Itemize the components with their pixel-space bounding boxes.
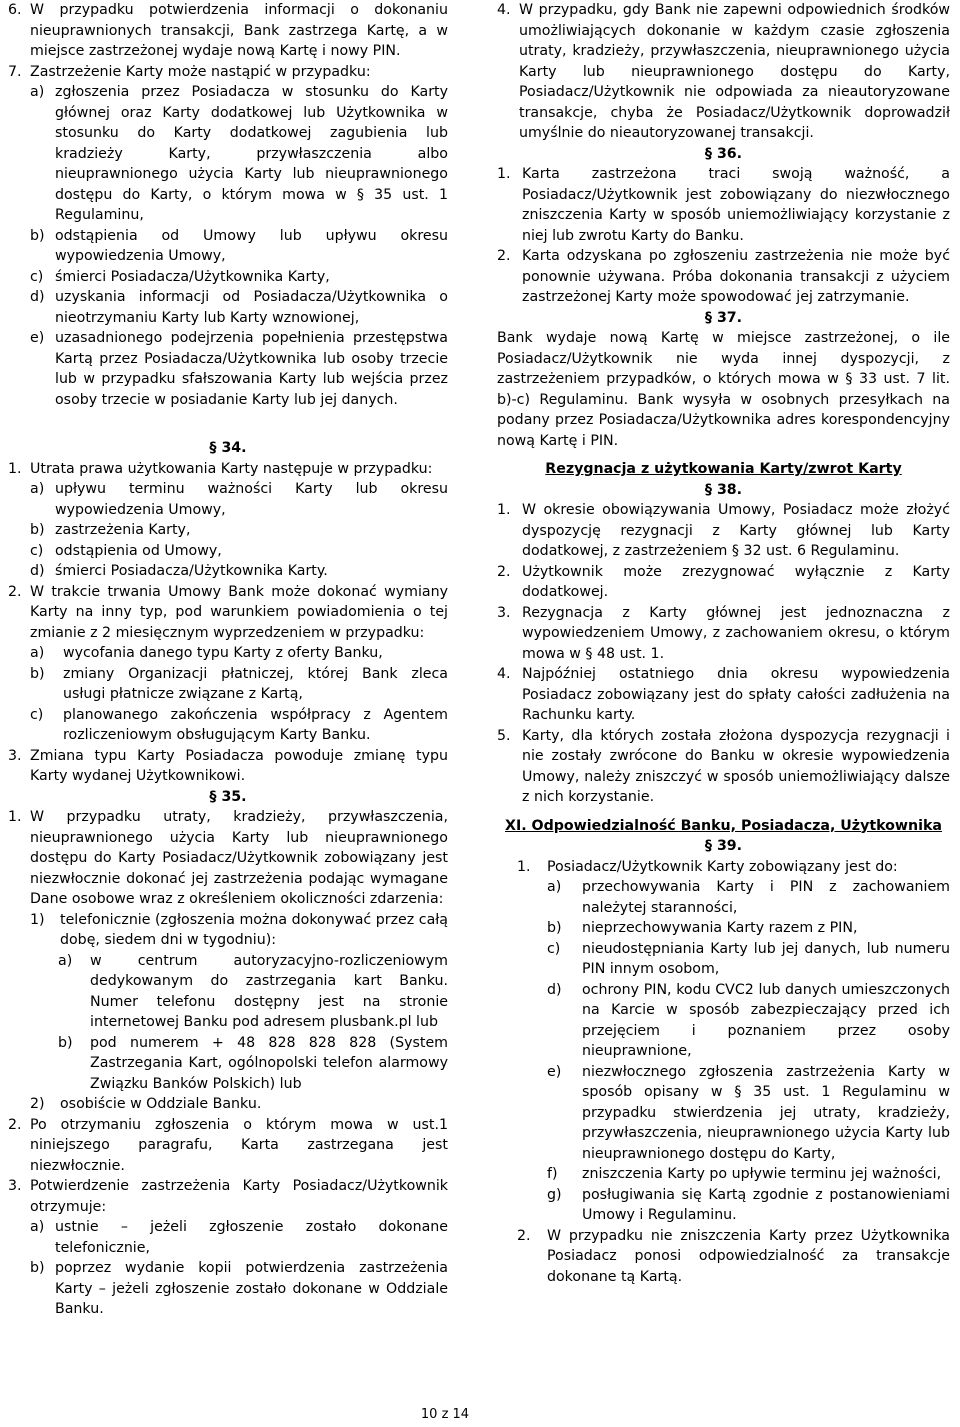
list-item-number: a)	[30, 84, 45, 100]
list-item-number: e)	[30, 330, 45, 346]
list-item	[8, 520, 448, 541]
list-item-number: 1.	[497, 502, 511, 518]
list-item-number: b)	[58, 1034, 73, 1051]
list-item-number: a)	[30, 645, 45, 661]
list-item-number: d)	[30, 289, 45, 305]
list-item	[497, 1164, 950, 1185]
list-item-number: 1.	[8, 809, 22, 825]
list-item-text: Rezygnacja z Karty głównej jest jednoznaczna z wypowiedzeniem Umowy, z zachowaniem okresu, o którym mowa w § 48 ust. 1.	[522, 604, 950, 662]
list-item	[8, 807, 448, 910]
list-item	[8, 1217, 448, 1258]
list-item-number: 5.	[497, 727, 511, 744]
list-item-text: W przypadku potwierdzenia informacji o dokonaniu nieuprawnionych transakcji, Bank zastrzega Kartę, a w miejsce zastrzeżonej wydaje nową Kartę i nowy PIN.	[30, 2, 448, 59]
list-item-text: śmierci Posiadacza/Użytkownika Karty,	[55, 268, 330, 285]
list-item-number: 1.	[517, 858, 531, 875]
list-item-text: W trakcie trwania Umowy Bank może dokonać wymiany Karty na inny typ, pod warunkiem powiadomienia o tej zmianie z 2 miesięcznym wyprzedzeniem w przypadku:	[30, 583, 448, 641]
list-item-text: posługiwania się Kartą zgodnie z postanowieniami Umowy i Regulaminu.	[582, 1186, 950, 1223]
paragraph-heading: § 37.	[704, 309, 743, 326]
list-item-text: Zastrzeżenie Karty może nastąpić w przypadku:	[30, 63, 371, 80]
list-item	[497, 603, 950, 665]
list-item-text: zmiany Organizacji płatniczej, której Bank zleca usługi płatnicze związane z Kartą,	[63, 665, 448, 702]
section-heading: XI. Odpowiedzialność Banku, Posiadacza, Użytkownika	[505, 817, 942, 834]
list-item	[497, 918, 950, 939]
list-item-text: odstąpienia od Umowy,	[55, 542, 222, 559]
list-item	[8, 1094, 448, 1115]
list-item-text: wycofania danego typu Karty z oferty Banku,	[63, 645, 383, 661]
list-item	[8, 910, 448, 951]
list-item-text: nieprzechowywania Karty razem z PIN,	[582, 920, 858, 936]
list-item-number: 2.	[497, 563, 511, 580]
list-item	[8, 459, 448, 480]
list-item	[497, 164, 950, 246]
list-item	[8, 82, 448, 226]
list-item	[8, 479, 448, 520]
left-column	[8, 0, 448, 1320]
list-item	[8, 643, 448, 664]
list-item-number: 6.	[8, 2, 22, 18]
list-item-number: c)	[547, 940, 561, 957]
list-item	[8, 664, 448, 705]
list-item-number: f)	[547, 1166, 558, 1182]
list-item	[8, 746, 448, 787]
list-item-number: c)	[30, 542, 44, 559]
list-item	[497, 562, 950, 603]
list-item	[8, 951, 448, 1033]
list-item-text: W przypadku utraty, kradzieży, przywłaszczenia, nieuprawnionego użycia Karty lub nieuprawnionego dostępu do Karty Posiadacz/Użytkownik zobowiązany jest niezwłocznie dokonać jej zastrzeżenia podając wymagane Dane osobowe wraz z określeniem okoliczności zdarzenia:	[30, 809, 448, 907]
list-item-text: Posiadacz/Użytkownik Karty zobowiązany jest do:	[547, 858, 898, 875]
list-item	[497, 939, 950, 980]
list-item	[497, 1226, 950, 1288]
list-item-number: 2.	[497, 248, 511, 264]
paragraph-heading: § 36.	[704, 145, 743, 162]
list-item-text: uzyskania informacji od Posiadacza/Użytkownika o nieotrzymaniu Karty lub Karty wznowionej,	[55, 289, 448, 326]
list-item-text: W przypadku nie zniszczenia Karty przez Użytkownika Posiadacz ponosi odpowiedzialność za transakcje dokonane tą Kartą.	[547, 1227, 950, 1285]
list-item-number: 4.	[497, 666, 511, 682]
list-item-text: w centrum autoryzacyjno-rozliczeniowym dedykowanym do zastrzegania kart Banku. Numer telefonu dostępny jest na stronie internetowej Banku pod adresem plusbank.pl lub	[90, 952, 448, 1030]
list-item-text: nieudostępniania Karty lub jej danych, lub numeru PIN innym osobom,	[582, 940, 950, 977]
list-item-text: Użytkownik może zrezygnować wyłącznie z Karty dodatkowej.	[522, 563, 950, 600]
list-item-number: 2.	[8, 583, 22, 600]
list-item-number: b)	[30, 665, 45, 682]
list-item-text: zgłoszenia przez Posiadacza w stosunku do Karty głównej oraz Karty dodatkowej lub Użytkownika w stosunku do Karty dodatkowej zagubienia lub kradzieży Karty, przywłaszczenia albo nieuprawnionego użycia Karty lub nieuprawnionego dostępu do Karty, o którym mowa w § 35 ust. 1 Regulaminu,	[55, 84, 448, 223]
list-item-text: odstąpienia od Umowy lub upływu okresu wypowiedzenia Umowy,	[55, 227, 448, 264]
list-item	[497, 726, 950, 808]
spacer	[497, 808, 950, 816]
list-item-text: ochrony PIN, kodu CVC2 lub danych umieszczonych na Karcie w sposób zabezpieczający przed ich przejęciem i poznaniem przez osoby nieuprawnione,	[582, 981, 950, 1059]
list-item	[8, 267, 448, 288]
list-item	[8, 1033, 448, 1095]
paragraph-heading: § 38.	[704, 481, 743, 498]
list-item-text: W przypadku, gdy Bank nie zapewni odpowiednich środków umożliwiających dokonanie w każdym czasie zgłoszenia utraty, kradzieży, przywłaszczenia, nieuprawnionego użycia Karty lub nieuprawnionego dostępu do Karty, Posiadacz/Użytkownik nie odpowiada za nieautoryzowane transakcje, chyba że Posiadacz/Użytkownik doprowadził umyślnie do nieautoryzowanej transakcji.	[519, 2, 950, 141]
list-item-number: 2.	[8, 1116, 22, 1133]
section-heading: Rezygnacja z użytkowania Karty/zwrot Karty	[545, 461, 902, 477]
list-item-text: W okresie obowiązywania Umowy, Posiadacz może złożyć dyspozycję rezygnacji z Karty głównej lub Karty dodatkowej, z zastrzeżeniem § 32 ust. 6 Regulaminu.	[522, 502, 950, 559]
list-item-number: a)	[30, 1219, 45, 1235]
list-item-text: osobiście w Oddziale Banku.	[60, 1096, 262, 1112]
list-item-text: niezwłocznego zgłoszenia zastrzeżenia Karty w sposób opisany w § 35 ust. 1 Regulaminu w przypadku stwierdzenia jej utraty, kradzieży, przywłaszczenia, nieuprawnionego użycia Karty lub nieuprawnionego dostępu do Karty,	[582, 1063, 950, 1162]
list-item-number: 2.	[517, 1227, 531, 1244]
list-item-text: zniszczenia Karty po upływie terminu jej ważności,	[582, 1166, 942, 1182]
list-item-text: upływu terminu ważności Karty lub okresu wypowiedzenia Umowy,	[55, 481, 448, 518]
list-item-text: pod numerem + 48 828 828 828 (System Zastrzegania Kart, ogólnopolski telefon alarmowy Związku Banków Polskich) lub	[90, 1034, 448, 1092]
list-item-number: 1.	[8, 460, 22, 477]
list-item	[497, 1062, 950, 1165]
list-item-text: Po otrzymaniu zgłoszenia o którym mowa w ust.1 niniejszego paragrafu, Karta zastrzegana jest niezwłocznie.	[30, 1116, 448, 1174]
list-item-number: c)	[30, 268, 44, 285]
paragraph: Bank wydaje nową Kartę w miejsce zastrzeżonej, o ile Posiadacz/Użytkownik nie wyda innej dyspozycji, z zastrzeżeniem przypadków, o których mowa w § 33 ust. 7 lit. b)-c) Regulaminu. Bank wysyła w osobnych przesyłkach na podany przez Posiadacza/Użytkownika adres korespondencyjny nową Kartę i PIN.	[497, 330, 950, 449]
spacer	[8, 410, 448, 438]
list-item-text: telefonicznie (zgłoszenia można dokonywać przez całą dobę, siedem dni w tygodniu):	[60, 911, 448, 948]
list-item-number: a)	[30, 481, 45, 497]
list-item-number: b)	[547, 920, 562, 936]
list-item-number: 3.	[8, 747, 22, 764]
list-item	[8, 328, 448, 410]
list-item	[497, 664, 950, 726]
list-item	[8, 705, 448, 746]
list-item-text: uzasadnionego podejrzenia popełnienia przestępstwa Kartą przez Posiadacza/Użytkownika lub osoby trzecie lub w przypadku sfałszowania Karty lub wejścia przez osoby trzecie w posiadanie Karty lub jej danych.	[55, 330, 448, 408]
list-item	[8, 1115, 448, 1177]
list-item	[497, 500, 950, 562]
list-item	[497, 980, 950, 1062]
list-item	[497, 246, 950, 308]
list-item	[8, 287, 448, 328]
list-item-number: 7.	[8, 63, 22, 80]
list-item-text: Karta odzyskana po zgłoszeniu zastrzeżenia nie może być ponownie używana. Próba dokonania transakcji z użyciem zastrzeżonej Karty może spowodować jej zatrzymanie.	[522, 248, 950, 305]
paragraph-heading: § 34.	[209, 440, 247, 456]
list-item	[8, 62, 448, 83]
list-item-text: Potwierdzenie zastrzeżenia Karty Posiadacz/Użytkownik otrzymuje:	[30, 1178, 448, 1215]
list-item-number: b)	[30, 1260, 45, 1276]
list-item-text: Najpóźniej ostatniego dnia okresu wypowiedzenia Posiadacz zobowiązany jest do spłaty całości zadłużenia na Rachunku karty.	[522, 666, 950, 723]
list-item-text: ustnie – jeżeli zgłoszenie zostało dokonane telefonicznie,	[55, 1219, 448, 1256]
list-item-number: d)	[547, 981, 562, 998]
page-number: 10 z 14	[420, 1407, 470, 1422]
list-item-number: 1.	[497, 166, 511, 182]
list-item	[497, 857, 950, 878]
list-item-number: 3.	[8, 1178, 22, 1194]
list-item-number: b)	[30, 227, 45, 244]
list-item	[497, 877, 950, 918]
list-item-text: Zmiana typu Karty Posiadacza powoduje zmianę typu Karty wydanej Użytkownikowi.	[30, 747, 448, 784]
list-item-number: g)	[547, 1186, 562, 1203]
list-item-text: przechowywania Karty i PIN z zachowaniem należytej staranności,	[582, 879, 950, 916]
list-item	[8, 1258, 448, 1320]
list-item	[8, 541, 448, 562]
list-item-text: poprzez wydanie kopii potwierdzenia zastrzeżenia Karty – jeżeli zgłoszenie zostało dokonane w Oddziale Banku.	[55, 1260, 448, 1317]
list-item	[8, 0, 448, 62]
list-item-number: 3.	[497, 604, 511, 621]
spacer	[497, 451, 950, 459]
list-item-text: Karta zastrzeżona traci swoją ważność, a Posiadacz/Użytkownik jest zobowiązany do niezwłocznego zniszczenia Karty w sposób uniemożliwiający korzystanie z niej lub zwrotu Karty do Banku.	[522, 166, 950, 244]
list-item-number: 2)	[30, 1096, 45, 1112]
list-item-number: d)	[30, 563, 45, 579]
list-item-number: 1)	[30, 911, 45, 928]
list-item	[497, 1185, 950, 1226]
list-item-number: 4.	[497, 2, 511, 18]
list-item-number: a)	[58, 952, 73, 969]
list-item-number: b)	[30, 522, 45, 538]
paragraph-heading: § 39.	[704, 838, 743, 854]
paragraph-heading: § 35.	[209, 788, 247, 805]
list-item	[8, 582, 448, 644]
list-item-number: a)	[547, 879, 562, 895]
list-item	[497, 0, 950, 144]
list-item-number: e)	[547, 1063, 562, 1080]
right-column	[497, 0, 950, 1287]
list-item	[8, 561, 448, 582]
list-item-text: zastrzeżenia Karty,	[55, 522, 191, 538]
list-item	[8, 226, 448, 267]
list-item	[8, 1176, 448, 1217]
list-item-text: śmierci Posiadacza/Użytkownika Karty.	[55, 563, 328, 579]
list-item-text: planowanego zakończenia współpracy z Agentem rozliczeniowym obsługującym Karty Banku.	[63, 706, 448, 743]
list-item-text: Karty, dla których została złożona dyspozycja rezygnacji i nie zostały zwrócone do Banku w okresie wypowiedzenia Umowy, należy zniszczyć w sposób uniemożliwiający dalsze z nich korzystanie.	[522, 727, 950, 805]
list-item-number: c)	[30, 706, 44, 723]
list-item-text: Utrata prawa użytkowania Karty następuje w przypadku:	[30, 460, 433, 477]
